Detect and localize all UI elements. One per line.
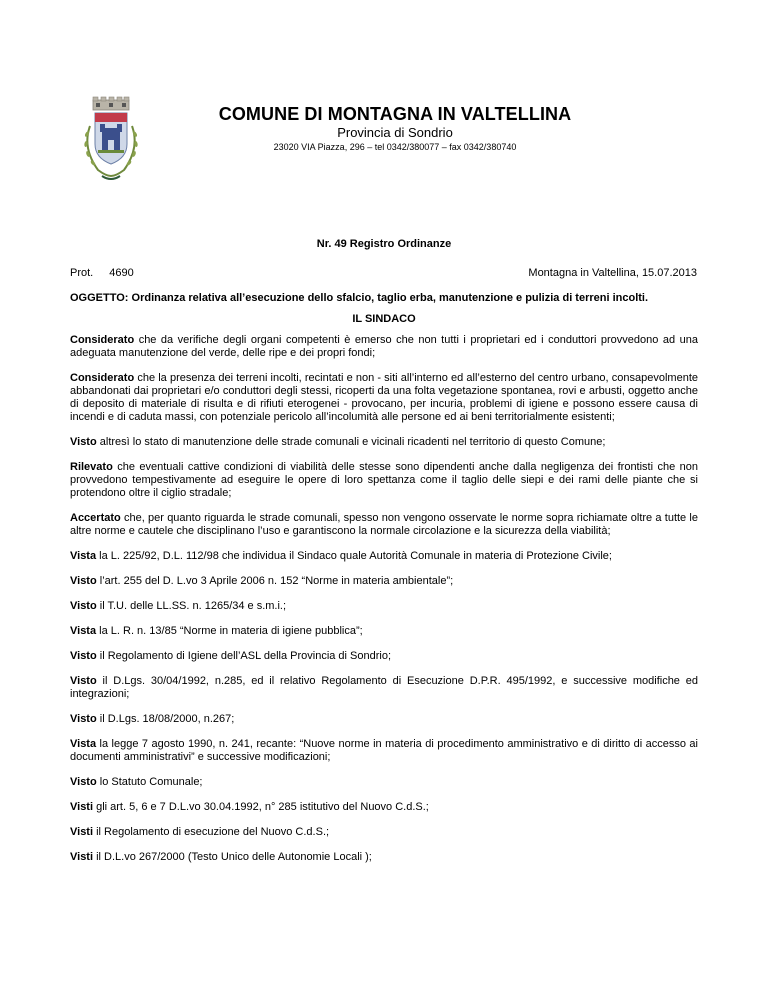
municipality-title: COMUNE DI MONTAGNA IN VALTELLINA: [218, 104, 572, 124]
paragraph-text: che, per quanto riguarda le strade comunali, spesso non vengono osservate le norme sopra richiamate oltre a tutte le altre norme e cautele che disciplinano l’uso e garantiscono la normale circolazione e la sicurezza della viabilità;: [70, 512, 698, 537]
paragraph-lead: Visto: [70, 600, 97, 612]
paragraph-lead: Visto: [70, 776, 97, 788]
paragraph-lead: Visti: [70, 826, 94, 838]
address-line: 23020 VIA Piazza, 296 – tel 0342/380077 – fax 0342/380740: [273, 142, 517, 152]
paragraph: [70, 713, 698, 726]
paragraph-lead: Rilevato: [70, 461, 113, 473]
heading-il-sindaco: IL SINDACO: [352, 313, 416, 325]
municipal-crest-icon: [76, 96, 146, 184]
paragraph-text: altresì lo stato di manutenzione delle strade comunali e vicinali ricadenti nel territorio di questo Comune;: [96, 436, 606, 448]
paragraph-text: che da verifiche degli organi competenti è emerso che non tutti i proprietari ed i conduttori provvedono ad una adeguata manutenzione del verde, delle ripe e dei propri fondi;: [70, 334, 698, 359]
paragraph: [70, 826, 698, 839]
letterhead: [150, 104, 640, 153]
paragraph-lead: Vista: [70, 625, 97, 637]
paragraph-text: la L. R. n. 13/85 “Norme in materia di igiene pubblica”;: [96, 625, 363, 637]
paragraph: [70, 461, 698, 500]
paragraph-lead: Visto: [70, 713, 97, 725]
ordinance-body: [70, 334, 698, 876]
paragraph: [70, 801, 698, 814]
paragraph-text: l’art. 255 del D. L.vo 3 Aprile 2006 n. 152 “Norme in materia ambientale”;: [96, 575, 454, 587]
paragraph: [70, 512, 698, 538]
paragraph: [70, 575, 698, 588]
paragraph-lead: Visto: [70, 436, 97, 448]
paragraph-lead: Accertato: [70, 512, 121, 524]
protocol-label: Prot.: [70, 267, 94, 279]
paragraph: [70, 550, 698, 563]
paragraph: [70, 776, 698, 789]
province-line: Provincia di Sondrio: [337, 125, 453, 140]
protocol-number: 4690: [109, 267, 134, 279]
paragraph: [70, 851, 698, 864]
paragraph-lead: Vista: [70, 550, 97, 562]
paragraph-text: la legge 7 agosto 1990, n. 241, recante: “Nuove norme in materia di procedimento amministrativo e di diritto di accesso ai documenti amministrativi” e successive modificazioni;: [70, 738, 698, 763]
paragraph-text: lo Statuto Comunale;: [96, 776, 203, 788]
paragraph-text: la L. 225/92, D.L. 112/98 che individua il Sindaco quale Autorità Comunale in materia di Protezione Civile;: [96, 550, 612, 562]
paragraph-text: il Regolamento di Igiene dell’ASL della Provincia di Sondrio;: [96, 650, 392, 662]
paragraph-text: che eventuali cattive condizioni di viabilità delle stesse sono dipendenti anche dalla negligenza dei frontisti che non provvedono tempestivamente ad eseguire le opere di loro spettanza come il taglio delle siepi e dei rami delle piante che si protendono oltre il ciglio stradale;: [70, 461, 698, 499]
paragraph: [70, 334, 698, 360]
paragraph: [70, 436, 698, 449]
paragraph-lead: Visti: [70, 801, 94, 813]
protocol-line: [70, 267, 134, 279]
paragraph-text: il D.Lgs. 30/04/1992, n.285, ed il relativo Regolamento di Esecuzione D.P.R. 495/1992, e successive modifiche ed integrazioni;: [70, 675, 698, 700]
paragraph-text: gli art. 5, 6 e 7 D.L.vo 30.04.1992, n° 285 istitutivo del Nuovo C.d.S.;: [93, 801, 429, 813]
paragraph: [70, 372, 698, 424]
registry-number: Nr. 49 Registro Ordinanze: [316, 238, 452, 250]
paragraph-text: il D.Lgs. 18/08/2000, n.267;: [96, 713, 235, 725]
paragraph-lead: Visto: [70, 575, 97, 587]
paragraph-lead: Considerato: [70, 334, 135, 346]
paragraph-lead: Visti: [70, 851, 94, 863]
paragraph: [70, 625, 698, 638]
paragraph-lead: Considerato: [70, 372, 135, 384]
subject-line: OGGETTO: Ordinanza relativa all’esecuzione dello sfalcio, taglio erba, manutenzione e pulizia di terreni incolti.: [70, 292, 649, 304]
paragraph-lead: Visto: [70, 675, 97, 687]
paragraph: [70, 600, 698, 613]
paragraph-lead: Vista: [70, 738, 97, 750]
paragraph-text: il T.U. delle LL.SS. n. 1265/34 e s.m.i.;: [96, 600, 287, 612]
paragraph: [70, 738, 698, 764]
paragraph: [70, 675, 698, 701]
paragraph: [70, 650, 698, 663]
place-date: Montagna in Valtellina, 15.07.2013: [528, 267, 697, 279]
paragraph-text: il D.L.vo 267/2000 (Testo Unico delle Autonomie Locali );: [93, 851, 372, 863]
paragraph-lead: Visto: [70, 650, 97, 662]
paragraph-text: che la presenza dei terreni incolti, recintati e non - siti all’interno ed all’esterno del centro urbano, consapevolmente abbandonati dai proprietari e/o conduttori degli stessi, ricoperti da una folta vegetazione spontanea, rovi e arbusti, oggetto anche di deposito di materiale di risulta e di rifiuti eterogenei - provocano, per incuria, problemi di igiene e possono essere causa di incendi e di caduta massi, con potenziale pericolo all’incolumità alle persone ed ai beni territorialmente esistenti;: [70, 372, 698, 423]
paragraph-text: il Regolamento di esecuzione del Nuovo C.d.S.;: [93, 826, 330, 838]
